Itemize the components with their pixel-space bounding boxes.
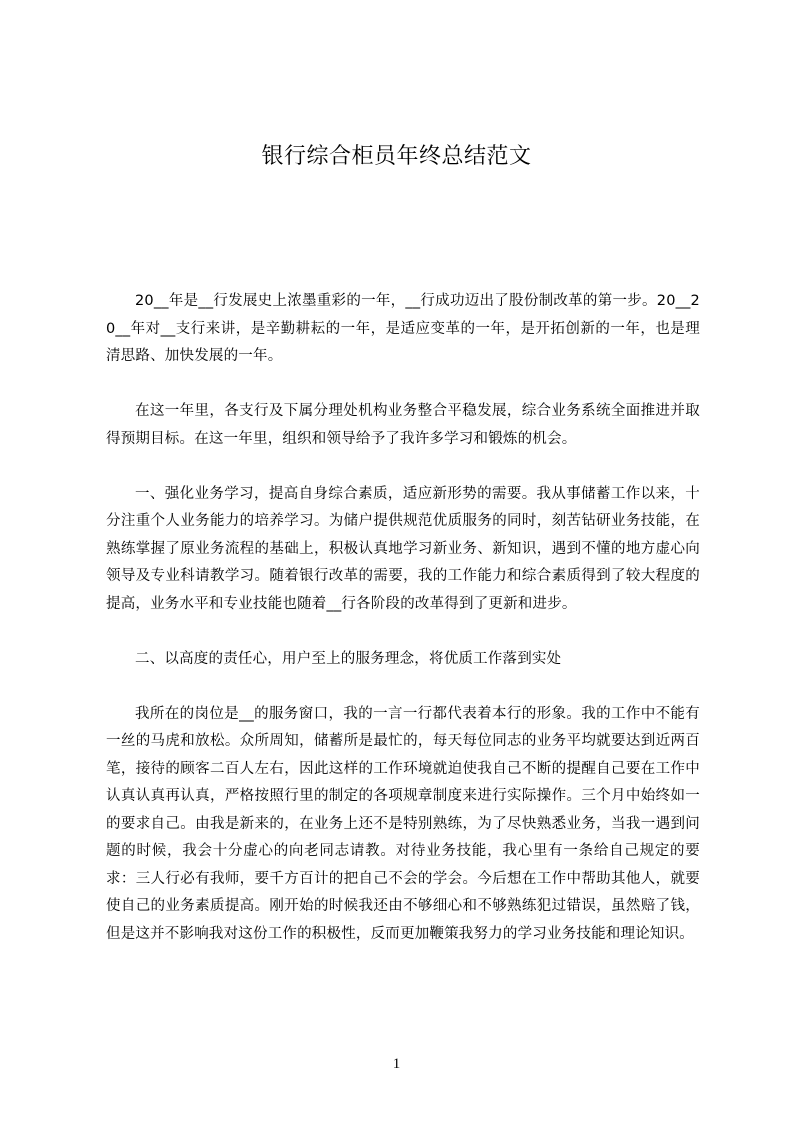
section-two-heading: 二、以高度的责任心，用户至上的服务理念，将优质工作落到实处 <box>135 650 562 667</box>
document-body <box>106 288 700 976</box>
paragraph-year-overview: 在这一年里，各支行及下属分理处机构业务整合平稳发展，综合业务系统全面推进并取得预期目标。在这一年里，组织和领导给予了我许多学习和锻炼的机会。 <box>106 403 700 447</box>
page-number: 1 <box>392 1056 401 1072</box>
document-title: 银行综合柜员年终总结范文 <box>261 144 532 169</box>
paragraph-intro: 20__年是__行发展史上浓墨重彩的一年，__行成功迈出了股份制改革的第一步。20__20__年对__支行来讲，是辛勤耕耘的一年，是适应变革的一年，是开拓创新的一年，也是理清思路、加快发展的一年。 <box>106 293 700 364</box>
paragraph-section-two-body: 我所在的岗位是__的服务窗口，我的一言一行都代表着本行的形象。我的工作中不能有一丝的马虎和放松。众所周知，储蓄所是最忙的，每天每位同志的业务平均就要达到近两百笔，接待的顾客二百人左右，因此这样的工作环境就迫使我自己不断的提醒自己要在工作中认真认真再认真，严格按照行里的制定的各项规章制度来进行实际操作。三个月中始终如一的要求自己。由我是新来的，在业务上还不是特别熟练，为了尽快熟悉业务，当我一遇到问题的时候，我会十分虚心的向老同志请教。对待业务技能，我心里有一条给自己规定的要求：三人行必有我师，要千方百计的把自己不会的学会。今后想在工作中帮助其他人，就要使自己的业务素质提高。刚开始的时候我还由不够细心和不够熟练犯过错误，虽然赔了钱，但是这并不影响我对这份工作的积极性，反而更加鞭策我努力的学习业务技能和理论知识。 <box>106 705 700 942</box>
paragraph-section-one: 一、强化业务学习，提高自身综合素质，适应新形势的需要。我从事储蓄工作以来，十分注重个人业务能力的培养学习。为储户提供规范优质服务的同时，刻苦钻研业务技能，在熟练掌握了原业务流程的基础上，积极认真地学习新业务、新知识，遇到不懂的地方虚心向领导及专业科请教学习。随着银行改革的需要，我的工作能力和综合素质得到了较大程度的提高，业务水平和专业技能也随着__行各阶段的改革得到了更新和进步。 <box>106 485 700 612</box>
